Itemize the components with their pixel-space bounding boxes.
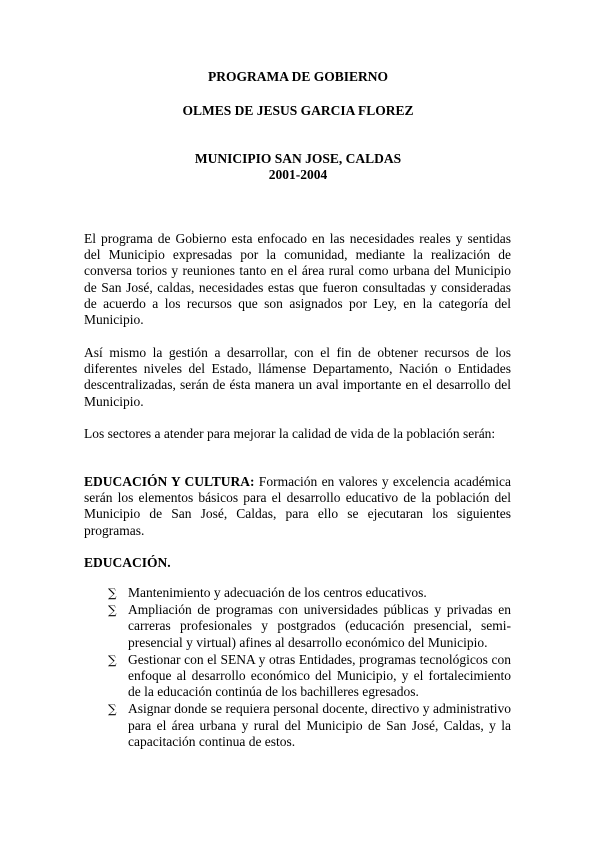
management-paragraph: Así mismo la gestión a desarrollar, con el fin de obtener recursos de los diferentes niveles del Estado, llámense Departamento, Nación o Entidades descentralizadas, serán de ésta manera un aval importante en el desarrollo del Municipio.	[84, 345, 511, 409]
candidate-name: OLMES DE JESUS GARCIA FLOREZ	[182, 103, 414, 118]
list-item-text: Asignar donde se requiera personal docente, directivo y administrativo para el área urbana y rural del Municipio de San José, Caldas, y la capacitación continua de estos.	[128, 701, 511, 749]
list-item	[108, 585, 511, 601]
education-culture-text: Formación en valores y excelencia académica serán los elementos básicos para el desarrollo educativo de la población del Municipio de San José, Caldas, para ello se ejecutaran los siguientes programas.	[84, 474, 511, 538]
education-heading: EDUCACIÓN.	[84, 555, 171, 570]
list-item-text: Ampliación de programas con universidades públicas y privadas en carreras profesionales y postgrados (educación presencial, semi-presencial y virtual) afines al desarrollo económico del Municipio.	[128, 602, 511, 650]
education-culture-paragraph	[84, 474, 511, 539]
program-title: PROGRAMA DE GOBIERNO	[207, 69, 388, 84]
sigma-bullet-icon: ∑	[108, 702, 117, 717]
list-item	[108, 701, 511, 750]
sectors-paragraph: Los sectores a atender para mejorar la calidad de vida de la población serán:	[84, 426, 496, 441]
intro-paragraph: El programa de Gobierno esta enfocado en las necesidades reales y sentidas del Municipio expresadas por la comunidad, mediante la realización de conversa torios y reuniones tanto en el área rural como urbana del Municipio de San José, caldas, necesidades estas que fueron consultadas y consideradas de acuerdo a los recursos que son asignados por Ley, en la categoría del Municipio.	[84, 231, 511, 328]
list-item-text: Mantenimiento y adecuación de los centros educativos.	[128, 585, 427, 600]
education-list	[108, 585, 511, 751]
list-item	[108, 652, 511, 701]
list-item-text: Gestionar con el SENA y otras Entidades, programas tecnológicos con enfoque al desarrollo económico del Municipio, y el fortalecimiento de la educación continúa de los bachilleres egresados.	[128, 651, 511, 700]
sigma-bullet-icon: ∑	[108, 603, 117, 618]
sigma-bullet-icon: ∑	[108, 652, 117, 667]
education-culture-label: EDUCACIÓN Y CULTURA:	[84, 474, 255, 489]
sigma-bullet-icon: ∑	[108, 586, 117, 600]
period-title: 2001-2004	[268, 167, 328, 182]
municipality-title: MUNICIPIO SAN JOSE, CALDAS	[194, 151, 402, 166]
list-item	[108, 602, 511, 651]
